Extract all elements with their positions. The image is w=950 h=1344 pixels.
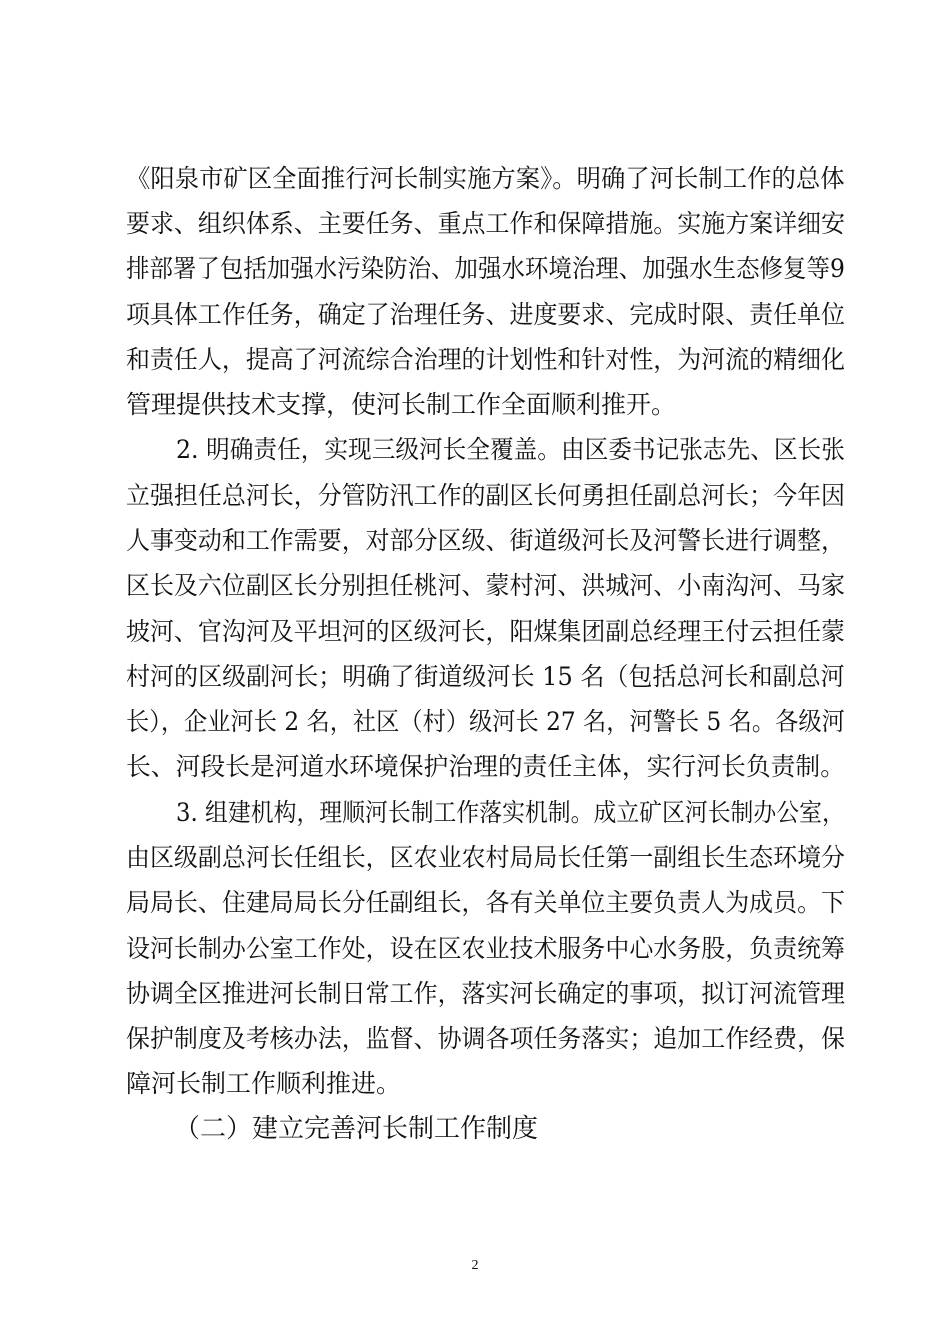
paragraph-1-line-2: 要求、组织体系、主要任务、重点工作和保障措施。实施方案详细安 (126, 209, 846, 238)
paragraph-1-line-5: 和责任人，提高了河流综合治理的计划性和针对性，为河流的精细化 (126, 345, 846, 374)
paragraph-3-line-5: 协调全区推进河长制日常工作，落实河长确定的事项，拟订河流管理 (126, 979, 846, 1008)
paragraph-3-line-2: 由区级副总河长任组长，区农业农村局局长任第一副组长生态环境分 (126, 843, 846, 872)
paragraph-3-line-6: 保护制度及考核办法，监督、协调各项任务落实；追加工作经费，保 (126, 1024, 846, 1053)
paragraph-2-line-5: 坡河、官沟河及平坦河的区级河长，阳煤集团副总经理王付云担任蒙 (126, 617, 846, 646)
paragraph-3-line-7: 障河长制工作顺利推进。 (126, 1069, 402, 1098)
paragraph-1-line-1: 《阳泉市矿区全面推行河长制实施方案》。明确了河长制工作的总体 (126, 164, 845, 193)
paragraph-3-line-1: 3. 组建机构，理顺河长制工作落实机制。成立矿区河长制办公室， (176, 798, 845, 827)
paragraph-2-line-4: 区长及六位副区长分别担任桃河、蒙村河、洪城河、小南沟河、马家 (126, 571, 846, 600)
paragraph-3-line-4: 设河长制办公室工作处，设在区农业技术服务中心水务股，负责统筹 (126, 934, 846, 963)
paragraph-1-line-6: 管理提供技术支撑，使河长制工作全面顺利推开。 (126, 390, 677, 419)
paragraph-1-line-3: 排部署了包括加强水污染防治、加强水环境治理、加强水生态修复等9 (126, 254, 845, 283)
section-heading: （二）建立完善河长制工作制度 (174, 1114, 539, 1144)
page-number: 2 (471, 1258, 479, 1273)
paragraph-1-line-4: 项具体工作任务，确定了治理任务、进度要求、完成时限、责任单位 (126, 300, 846, 329)
paragraph-2-line-1: 2. 明确责任，实现三级河长全覆盖。由区委书记张志先、区长张 (176, 435, 845, 464)
paragraph-2-line-3: 人事变动和工作需要，对部分区级、街道级河长及河警长进行调整， (126, 526, 846, 555)
paragraph-2-line-8: 长、河段长是河道水环境保护治理的责任主体，实行河长负责制。 (126, 752, 845, 781)
paragraph-2-line-7: 长），企业河长 2 名，社区（村）级河长 27 名，河警长 5 名。各级河 (126, 707, 845, 736)
paragraph-2-line-2: 立强担任总河长，分管防汛工作的副区长何勇担任副总河长；今年因 (126, 481, 846, 510)
paragraph-3-line-3: 局局长、住建局局长分任副组长，各有关单位主要负责人为成员。下 (126, 888, 846, 917)
paragraph-2-line-6: 村河的区级副河长；明确了街道级河长 15 名（包括总河长和副总河 (126, 662, 845, 691)
